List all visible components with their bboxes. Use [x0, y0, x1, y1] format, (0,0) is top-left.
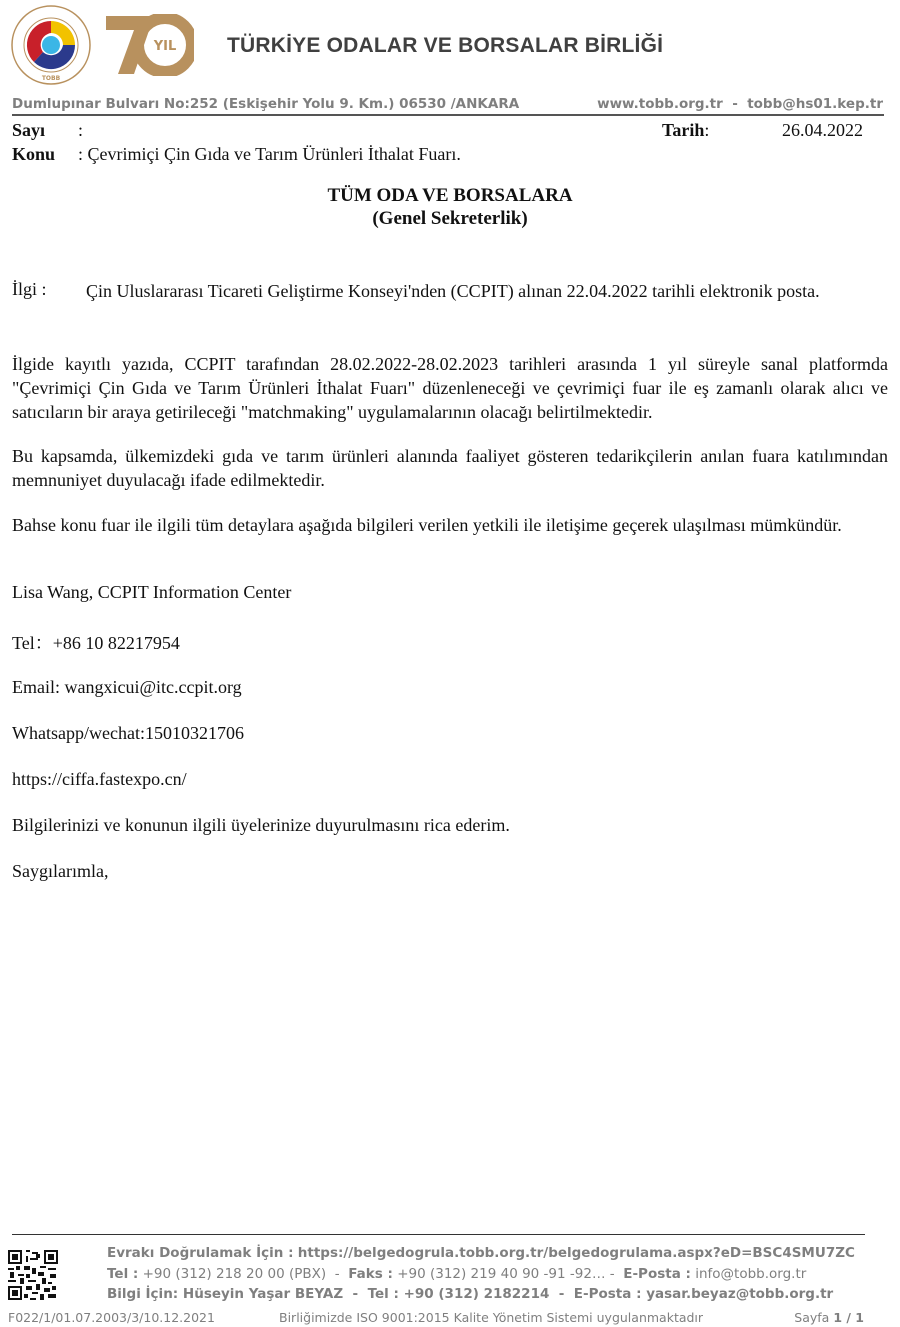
info-label: Bilgi İçin: — [107, 1286, 179, 1302]
verify-label: Evrakı Doğrulamak İçin : — [107, 1245, 294, 1261]
verify-url-link[interactable]: https://belgedogrula.tobb.org.tr/belgedogrulama.aspx?eD=BSC4SMU7ZC — [297, 1245, 855, 1261]
document-date: 26.04.2022 — [782, 120, 863, 140]
footer-info-line — [107, 1286, 833, 1302]
page-number — [794, 1310, 864, 1325]
separator: - — [558, 1286, 565, 1302]
tarih-label — [662, 120, 709, 141]
ilgi-text: Çin Uluslararası Ticareti Geliştirme Konseyi'nden (CCPIT) alınan 22.04.2022 tarihli elektronik posta. — [86, 281, 820, 301]
iso-statement: Birliğimizde ISO 9001:2015 Kalite Yönetim Sistemi uygulanmaktadır — [279, 1310, 704, 1325]
body-paragraph-1: İlgide kayıtlı yazıda, CCPIT tarafından 28.02.2022-28.02.2023 tarihleri arasında 1 yıl süreyle sanal platformda "Çevrimiçi Çin Gıda ve Tarım Ürünleri İthalat Fuarı" düzenleneceği ve çevrimiçi fuar ile eş zamanlı olarak alıcı ve satıcıların bir araya getirileceği "matchmaking" uygulamalarının olacağı belirtilmektedir. — [12, 354, 888, 422]
footer-divider — [12, 1234, 865, 1235]
separator: - — [334, 1266, 340, 1282]
svg-text:YIL: YIL — [153, 39, 177, 54]
recipient-line1: TÜM ODA VE BORSALARA — [327, 185, 573, 206]
eposta-label: E-Posta : — [623, 1266, 691, 1282]
konu-value: : Çevrimiçi Çin Gıda ve Tarım Ürünleri İthalat Fuarı. — [78, 144, 461, 164]
separator: - — [609, 1266, 615, 1282]
qr-code — [8, 1250, 58, 1300]
organization-title: TÜRKİYE ODALAR VE BORSALAR BİRLİĞİ — [227, 34, 664, 57]
info-tel-value: +90 (312) 2182214 — [403, 1286, 550, 1302]
ilgi-label: İlgi : — [12, 279, 47, 299]
recipient-line2: (Genel Sekreterlik) — [372, 208, 528, 229]
contact-name: Lisa Wang, CCPIT Information Center — [12, 582, 292, 602]
contact-whatsapp: Whatsapp/wechat:15010321706 — [12, 723, 244, 743]
sayi-colon: : — [78, 120, 84, 140]
konu-label: Konu — [12, 144, 56, 164]
faks-value: +90 (312) 219 40 90 -91 -92… — [397, 1266, 606, 1282]
page-value: 1 / 1 — [833, 1310, 864, 1325]
tarih-colon: : — [704, 120, 710, 140]
fair-url-link[interactable]: https://ciffa.fastexpo.cn/ — [12, 769, 187, 789]
svg-text:TOBB: TOBB — [41, 75, 61, 82]
header-address: Dumlupınar Bulvarı No:252 (Eskişehir Yolu 9. Km.) 06530 /ANKARA — [12, 96, 520, 112]
separator: - — [352, 1286, 359, 1302]
body-paragraph-3: Bahse konu fuar ile ilgili tüm detaylara aşağıda bilgileri verilen yetkili ile iletişime geçerek ulaşılması mümkündür. — [12, 515, 842, 535]
info-eposta-label: E-Posta : — [573, 1286, 642, 1302]
info-tel-label: Tel : — [367, 1286, 399, 1302]
closing-request: Bilgilerinizi ve konunun ilgili üyelerinize duyurulmasını rica ederim. — [12, 815, 510, 835]
info-name: Hüseyin Yaşar BEYAZ — [182, 1286, 344, 1302]
contact-email[interactable]: Email: wangxicui@itc.ccpit.org — [12, 677, 242, 697]
70-yil-logo — [104, 14, 194, 76]
tel-label: Tel : — [107, 1266, 139, 1282]
eposta-value[interactable]: info@tobb.org.tr — [695, 1266, 807, 1282]
footer-contact-line — [107, 1266, 806, 1282]
form-code: F022/1/01.07.2003/3/10.12.2021 — [8, 1310, 215, 1325]
body-paragraph-2: Bu kapsamda, ülkemizdeki gıda ve tarım ürünleri alanında faaliyet gösteren tedarikçilerin anılan fuara katılımından memnuniyet duyulacağı ifade edilmektedir. — [12, 446, 888, 490]
header-contact: www.tobb.org.tr - tobb@hs01.kep.tr — [597, 96, 883, 112]
contact-tel: Tel：+86 10 82217954 — [12, 633, 180, 653]
sayi-label: Sayı — [12, 120, 46, 140]
tel-value: +90 (312) 218 20 00 (PBX) — [142, 1266, 327, 1282]
faks-label: Faks : — [348, 1266, 393, 1282]
closing-salutation: Saygılarımla, — [12, 861, 109, 881]
tobb-logo — [10, 4, 92, 86]
tarih-label-text: Tarih — [662, 120, 705, 140]
header-divider — [12, 114, 884, 116]
info-eposta-value[interactable]: yasar.beyaz@tobb.org.tr — [646, 1286, 834, 1302]
footer-verify-line — [107, 1245, 855, 1261]
page-label: Sayfa — [794, 1310, 830, 1325]
